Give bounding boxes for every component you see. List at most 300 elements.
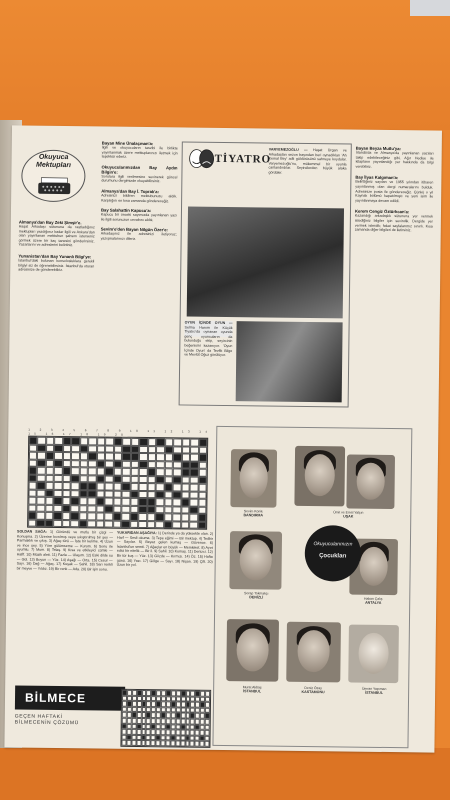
crossword-cell [80, 460, 89, 468]
crossword-cell [96, 482, 105, 490]
crossword-cell [138, 513, 147, 521]
crossword-cell [63, 467, 72, 475]
theatre-photo-2 [236, 321, 343, 402]
child-caption [223, 591, 289, 600]
crossword-cell [139, 490, 148, 498]
crossword-cell [190, 446, 199, 454]
child-caption [220, 685, 284, 694]
crossword-cell [37, 512, 46, 520]
crossword-cell [88, 505, 97, 513]
crossword-cell [172, 506, 181, 514]
crossword-cell [54, 452, 63, 460]
child-city: KASTAMONU [301, 689, 325, 695]
crossword-cell [46, 437, 55, 445]
crossword-cell [172, 513, 181, 521]
crossword-cell [147, 461, 156, 469]
crossword-cell [88, 497, 97, 505]
crossword-cell [79, 512, 88, 520]
crossword-cell [131, 445, 140, 453]
crossword-cell [122, 445, 131, 453]
crossword-cell [198, 514, 207, 522]
crossword-cell [198, 469, 207, 477]
crossword-cell [71, 460, 80, 468]
crossword-cell [155, 521, 164, 529]
crossword-cell [114, 438, 123, 446]
crossword-cell [164, 468, 173, 476]
crossword-cell [54, 444, 63, 452]
crossword-cell [199, 439, 208, 447]
crossword-cell [181, 506, 190, 514]
crossword-cell [113, 498, 122, 506]
crossword-cell [148, 438, 157, 446]
crossword-cell [139, 468, 148, 476]
crossword-cell [28, 489, 37, 497]
child-name: Ümran Yapıman [361, 686, 387, 691]
crossword-cell [37, 482, 46, 490]
crossword-cell [88, 482, 97, 490]
child-caption [300, 510, 396, 519]
crossword-cell [147, 506, 156, 514]
crossword-cell [198, 461, 207, 469]
crossword-cell [139, 483, 148, 491]
clues-across-body: 1) Göründü ve mutlu bir çizgi — Konuşma. 2) Üzerine kıvrılmış veya sıkıştırılmış bir şey — Parmaklık ve çıkış. 3) Ağaç türü — İşte bir kelime. 4) Uzun ve ince şey. 5) Yöre gülümseme — Kurum. 6) Sonu ile uyumlu. 7) Mum. 8) Telaş. 9) Kısa ve etkileyici cümle — Hafif. 10) Müzik aleti. 11) Fazla — Ulaşım. 12) Eski dilde su — Gül. 13) Boyun — Yüz. 14) Aşağı — Orta. 15) Cesur — Sayı. 16) Dağ — Ağaç. 17) Kuşak — Sahil. 18) Sarı renkli bir meyve — Yıldız. 19) Bir renk — Ada. 20) Bir işin sonu. [16, 529, 114, 572]
crossword-cell [29, 459, 38, 467]
crossword-cell [104, 520, 113, 528]
crossword-cell [181, 498, 190, 506]
crossword-cell [122, 483, 131, 491]
crossword-cell [88, 452, 97, 460]
crossword-cell [28, 512, 37, 520]
crossword-cell [45, 512, 54, 520]
child-photo [348, 625, 399, 684]
crossword-cell [46, 452, 55, 460]
solution-cell [205, 741, 210, 747]
crossword-cell [70, 520, 79, 528]
crossword-cell [190, 484, 199, 492]
child-caption [344, 686, 404, 695]
crossword-cell [121, 520, 130, 528]
crossword-cell [71, 497, 80, 505]
letter-heading: Sevim'e'den Bayan Nilgün Özer'e: [100, 226, 168, 233]
crossword-cell [79, 520, 88, 528]
crossword-cell [172, 498, 181, 506]
child-city: UŞAK [343, 514, 354, 519]
crossword-cell [37, 444, 46, 452]
crossword-cell [62, 490, 71, 498]
child-name: Sevim Konik [243, 509, 263, 514]
crossword-cell [88, 512, 97, 520]
theatre-photo-1 [187, 207, 344, 319]
crossword-cell [45, 519, 54, 527]
child-photo [230, 449, 277, 508]
theatre-side-heading: OYUN İÇİNDE OYUN — [184, 320, 233, 326]
crossword-cell [97, 445, 106, 453]
letter-body: Belirttiğiniz sayıları ve 1955 yılından itibaren yayınlanmış olan dergi numaralarını bulduk. Adresinize posta ile göndereceğiz. Çünkü o yıl Kaynak bölümü kapatılmıştı ve yeni isim ile yayınlanmaya devam edildi. [355, 179, 434, 203]
crossword-cell [105, 505, 114, 513]
crossword-cell [63, 445, 72, 453]
crossword-cell [190, 461, 199, 469]
crossword-cell [164, 506, 173, 514]
crossword-cell [63, 452, 72, 460]
crossword-cell [45, 489, 54, 497]
crossword-cell [190, 476, 199, 484]
bilmece-banner: BİLMECE [15, 685, 125, 710]
bilmece-solution-grid [120, 689, 211, 748]
letters-logo [19, 147, 92, 218]
theatre-side-body: Selma Hanım ile Küçük Tiyatro'da oynanan oyunda genç oyuncuların da bulunduğu ekip, seyircinin beğenisini kazanıyor. 'Oyun İçinde Oyun' da Tevfik Bilge ve Mevlüt Oğuz görülüyor. [184, 325, 233, 358]
crossword-cell [139, 475, 148, 483]
crossword-cell [173, 483, 182, 491]
background-object [410, 0, 450, 16]
crossword-column-numbers: 1 2 3 4 5 6 7 8 9 10 11 12 13 14 15 16 17 18 19 20 [28, 427, 212, 437]
crossword-cell [198, 521, 207, 529]
crossword-cell [46, 474, 55, 482]
crossword-cell [54, 482, 63, 490]
crossword-cell [130, 513, 139, 521]
clues-across-heading: SOLDAN SAĞA: [17, 529, 47, 534]
crossword-cell [80, 467, 89, 475]
crossword-cell [147, 476, 156, 484]
crossword-cell [113, 475, 122, 483]
crossword-cell [71, 512, 80, 520]
crossword-cell [164, 513, 173, 521]
crossword-cell [139, 453, 148, 461]
crossword-cell [96, 490, 105, 498]
crossword-cell [139, 460, 148, 468]
theatre-intro-heading: VARYEMEZOĞLU — [268, 147, 308, 152]
crossword-cell [122, 498, 131, 506]
crossword-cell [139, 438, 148, 446]
crossword-cell [28, 519, 37, 527]
crossword-cell [131, 438, 140, 446]
crossword-cell [122, 438, 131, 446]
crossword-cell [156, 483, 165, 491]
crossword-cell [181, 461, 190, 469]
crossword-cell [97, 452, 106, 460]
crossword-cell [37, 489, 46, 497]
crossword-cell [54, 519, 63, 527]
letters-column-1 [16, 219, 94, 416]
crossword-cell [189, 521, 198, 529]
crossword-cell [105, 475, 114, 483]
crossword-cell [164, 498, 173, 506]
crossword-cell [29, 452, 38, 460]
crossword-cell [46, 444, 55, 452]
child-name: Ümit ve Emel Yalçın [333, 510, 364, 515]
letter-heading: Bayan Beyza Mutlu'ya: [355, 145, 402, 152]
crossword-cell [173, 461, 182, 469]
letter-body: Kazandığı arkadaşlık sütununa yer vermek istediğiniz bilgiler için sevindik. Dergide yer vermek isterdik; fakat sayfalarımız sınırlı. Kısa zamanda diğer bilgileri de iletirsiniz. [354, 213, 433, 233]
crossword-cell [54, 512, 63, 520]
theatre-side-text [184, 320, 233, 401]
crossword-cell [173, 491, 182, 499]
child-photo [229, 531, 282, 590]
crossword-cell [38, 437, 47, 445]
crossword-cell [37, 519, 46, 527]
crossword-cell [54, 459, 63, 467]
readers-children-section [212, 426, 412, 748]
crossword-cell [147, 521, 156, 529]
bilmece-solution-label [15, 713, 115, 726]
child-caption [282, 686, 344, 695]
crossword-cell [45, 497, 54, 505]
crossword-cell [130, 505, 139, 513]
child-name: Hakan Çalış [364, 596, 383, 601]
crossword-cell [147, 498, 156, 506]
crossword-cell [54, 489, 63, 497]
crossword-cell [88, 475, 97, 483]
crossword-cell [198, 484, 207, 492]
crossword-cell [54, 504, 63, 512]
child-city: İSTANBUL [243, 689, 262, 694]
crossword-cell [138, 520, 147, 528]
crossword-cell [113, 520, 122, 528]
letter-body: Adresinizi bildiren mektubunuzu aldık. Karşılığını en kısa zamanda göndereceğiz. [101, 193, 178, 203]
child-photo [294, 446, 345, 507]
crossword-cell [46, 459, 55, 467]
letter-heading: Okuyucularımızdan Bay Aydın Bilgin'e: [101, 164, 178, 175]
crossword-cell [131, 460, 140, 468]
crossword-cell [139, 445, 148, 453]
crossword-cell [172, 521, 181, 529]
crossword-cell [173, 438, 182, 446]
crossword-cell [181, 468, 190, 476]
crossword-cell [105, 438, 114, 446]
crossword-cell [190, 469, 199, 477]
child-city: ANTALYA [365, 600, 382, 605]
crossword-cell [71, 437, 80, 445]
letter-heading: Kerem Cengiz Öztürkcan'a: [354, 208, 410, 215]
crossword-cell [29, 467, 38, 475]
crossword-cell [63, 460, 72, 468]
theatre-title: TİYATRO [214, 152, 272, 166]
crossword-cell [114, 468, 123, 476]
crossword-cell [88, 445, 97, 453]
crossword-cell [37, 452, 46, 460]
letter-body: Haşat Arkadaşı sütununa da rastladığınız mektupları yazdığınız kadar ilgili ve Ankara'dan olan yayınlanan mektubun şahsını isterseniz görmek üzere bir kaç tanesini gönderirsiniz. Yazarlarını ve adreslerini belirtiniz. [18, 224, 95, 248]
crossword-cell [96, 520, 105, 528]
crossword-cell [28, 497, 37, 505]
crossword-cell [80, 445, 89, 453]
crossword-cell [113, 513, 122, 521]
crossword-cell [190, 454, 199, 462]
crossword-cell [113, 490, 122, 498]
crossword-cell [147, 483, 156, 491]
crossword-cell [63, 437, 72, 445]
crossword-cell [130, 520, 139, 528]
clues-down-heading: YUKARIDAN AŞAĞIYA: [117, 530, 157, 536]
crossword-cell [182, 438, 191, 446]
crossword-cell [88, 490, 97, 498]
crossword-cell [155, 513, 164, 521]
crossword-cell [181, 483, 190, 491]
crossword-cell [164, 476, 173, 484]
crossword-cell [148, 446, 157, 454]
crossword-cell [173, 468, 182, 476]
crossword-cell [189, 514, 198, 522]
crossword-cell [88, 437, 97, 445]
crossword-cell [71, 445, 80, 453]
letter-body: İlgili ve okuyucuların tasvibi ile birlikte yayınlanmak üzere mektuplarınızı iletmek için teşekkür ederiz. [101, 145, 178, 159]
letters-column-2 [98, 140, 177, 417]
child-city: DENİZLİ [249, 595, 264, 600]
crossword-cell [80, 475, 89, 483]
crossword-cell [138, 505, 147, 513]
crossword-cell [79, 505, 88, 513]
crossword-cell [105, 460, 114, 468]
crossword-cell [164, 491, 173, 499]
child-photo [286, 622, 341, 683]
crossword-cell [122, 475, 131, 483]
crossword-cell [71, 467, 80, 475]
crossword-cell [181, 513, 190, 521]
letter-heading: Bay İlyas Kalgıman'a: [355, 174, 399, 181]
crossword-cell [62, 505, 71, 513]
letter-heading: Almanya'dan Bay İ. Toprak'a: [101, 188, 160, 195]
crossword-cell [198, 499, 207, 507]
crossword-cell [97, 467, 106, 475]
crossword-cell [45, 504, 54, 512]
crossword-cell [165, 446, 174, 454]
crossword-cell [173, 476, 182, 484]
letter-body: Sorulara ilgili verilmesine sevinerek güncel durumunu dergimizde okuyabilirsiniz. [101, 174, 178, 184]
crossword-cell [97, 437, 106, 445]
crossword-cell [148, 453, 157, 461]
crossword-cell [122, 460, 131, 468]
bilmece-subtitle-1: GEÇEN HAFTAKİ [14, 713, 63, 721]
crossword-cell [198, 491, 207, 499]
crossword-cell [46, 467, 55, 475]
crossword-cell [156, 476, 165, 484]
crossword-cell [139, 498, 148, 506]
crossword-cell [156, 453, 165, 461]
crossword-cell [189, 499, 198, 507]
letters-title-line-2: Mektupları [35, 161, 72, 170]
crossword-cell [29, 474, 38, 482]
crossword-cell [173, 446, 182, 454]
crossword-cell [165, 453, 174, 461]
crossword-cell [62, 512, 71, 520]
table-surface [0, 0, 450, 130]
crossword-grid [27, 436, 208, 530]
crossword-cell [173, 453, 182, 461]
letters-column-3 [352, 146, 433, 417]
crossword-cell [105, 453, 114, 461]
crossword-cell [181, 453, 190, 461]
crossword-cell [37, 497, 46, 505]
crossword-cell [190, 491, 199, 499]
letter-body: Kapucu bir önceki sayımızda yayınlanan yazı ile ilgili sorunuzun cevabını aldık. [100, 212, 177, 222]
crossword-cell [96, 475, 105, 483]
crossword-cell [105, 468, 114, 476]
crossword-cell [88, 460, 97, 468]
crossword-cell [165, 438, 174, 446]
children-badge-line-1: Okuyucularımızın [313, 541, 353, 548]
crossword-cell [164, 461, 173, 469]
crossword-cell [121, 513, 130, 521]
crossword-cell [105, 445, 114, 453]
child-city: BANDIRMA [243, 513, 264, 518]
crossword-cell [156, 438, 165, 446]
crossword-cell [105, 490, 114, 498]
crossword-cell [71, 475, 80, 483]
crossword-cell [37, 474, 46, 482]
crossword-cell [79, 490, 88, 498]
crossword-cell [96, 512, 105, 520]
crossword-cell [54, 474, 63, 482]
crossword-cell [122, 468, 131, 476]
theatre-intro [268, 148, 347, 207]
letters-title [25, 154, 81, 171]
child-caption [224, 509, 282, 518]
crossword-cell [46, 482, 55, 490]
crossword-cell [97, 460, 106, 468]
crossword-cell [147, 513, 156, 521]
crossword-cell [80, 437, 89, 445]
crossword-cell [147, 491, 156, 499]
child-caption [343, 596, 403, 605]
crossword-cell [113, 505, 122, 513]
crossword-cell [71, 490, 80, 498]
crossword-cell [122, 453, 131, 461]
crossword-cell [29, 482, 38, 490]
child-name: Deniz Özay [304, 685, 322, 691]
crossword-cell [62, 497, 71, 505]
crossword-cell [113, 483, 122, 491]
letters-title-line-1: Okuyuca [38, 153, 69, 162]
crossword-cell [28, 504, 37, 512]
crossword-cell [79, 482, 88, 490]
letter-heading: Bayan Mine Ünalaçman'a: [101, 140, 154, 147]
crossword-cell [199, 446, 208, 454]
crossword-cell [114, 460, 123, 468]
crossword-cell [114, 445, 123, 453]
crossword-cell [37, 467, 46, 475]
letter-heading: Bay Salahattin Kapucu'a: [100, 207, 152, 214]
crossword-cell [131, 453, 140, 461]
crossword-cell [147, 468, 156, 476]
crossword-cell [105, 483, 114, 491]
crossword-cell [182, 446, 191, 454]
child-photo [346, 454, 395, 509]
crossword-cell [54, 467, 63, 475]
child-name: Serap Tokmakçı [244, 591, 269, 596]
crossword-cell [54, 497, 63, 505]
crossword-cell [79, 497, 88, 505]
crossword-cell [156, 491, 165, 499]
bilmece-subtitle-2: BİLMECENİN ÇÖZÜMÜ [14, 719, 79, 727]
crossword-cell [156, 461, 165, 469]
crossword-cell [105, 498, 114, 506]
magazine-page [4, 125, 442, 752]
crossword-cell [198, 476, 207, 484]
crossword-cell [104, 513, 113, 521]
crossword-cell [37, 459, 46, 467]
clues-across [15, 529, 113, 680]
crossword-cell [198, 506, 207, 514]
typewriter-icon [37, 176, 71, 196]
crossword-cell [62, 482, 71, 490]
child-name: Murat Akbaş [242, 685, 262, 690]
crossword-cell [71, 505, 80, 513]
crossword-cell [114, 453, 123, 461]
crossword-cell [181, 491, 190, 499]
crossword-cell [71, 452, 80, 460]
crossword-cell [88, 467, 97, 475]
child-city: İSTANBUL [365, 690, 384, 695]
crossword-cell [130, 483, 139, 491]
crossword-cell [55, 437, 64, 445]
